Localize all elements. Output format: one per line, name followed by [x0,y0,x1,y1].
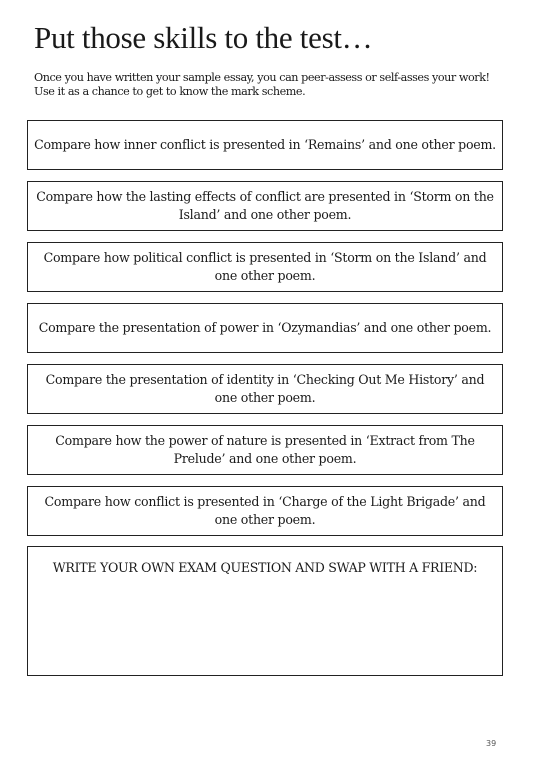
question-box-light-brigade [27,486,503,536]
question-box-prelude [27,425,503,475]
question-box-storm-lasting-effects [27,181,503,231]
question-box-ozymandias [27,303,503,353]
write-your-own-question-box[interactable] [27,546,503,676]
page-title: Put those skills to the test… [34,20,373,55]
intro-text [34,71,504,99]
question-text: Compare how inner conflict is presented in ‘Remains’ and one other poem. [34,137,496,152]
question-text: Compare how the lasting effects of conflict are presented in ‘Storm on the Island’ and one other poem. [36,189,494,222]
write-box-prompt: WRITE YOUR OWN EXAM QUESTION AND SWAP WITH A FRIEND: [52,560,478,575]
page-number: 39 [486,739,497,748]
question-text: Compare how political conflict is presented in ‘Storm on the Island’ and one other poem. [43,250,487,283]
question-box-storm-political [27,242,503,292]
question-text: Compare the presentation of power in ‘Ozymandias’ and one other poem. [38,320,492,335]
question-text: Compare how the power of nature is presented in ‘Extract from The Prelude’ and one other poem. [55,433,475,466]
question-box-checking-out-me-history [27,364,503,414]
intro-line: Once you have written your sample essay, you can peer-assess or self-asses your work! [34,71,490,84]
question-text: Compare the presentation of identity in ‘Checking Out Me History’ and one other poem. [45,372,485,405]
intro-line: Use it as a chance to get to know the mark scheme. [34,85,306,98]
question-text: Compare how conflict is presented in ‘Charge of the Light Brigade’ and one other poem. [44,494,486,527]
question-box-remains [27,120,503,170]
